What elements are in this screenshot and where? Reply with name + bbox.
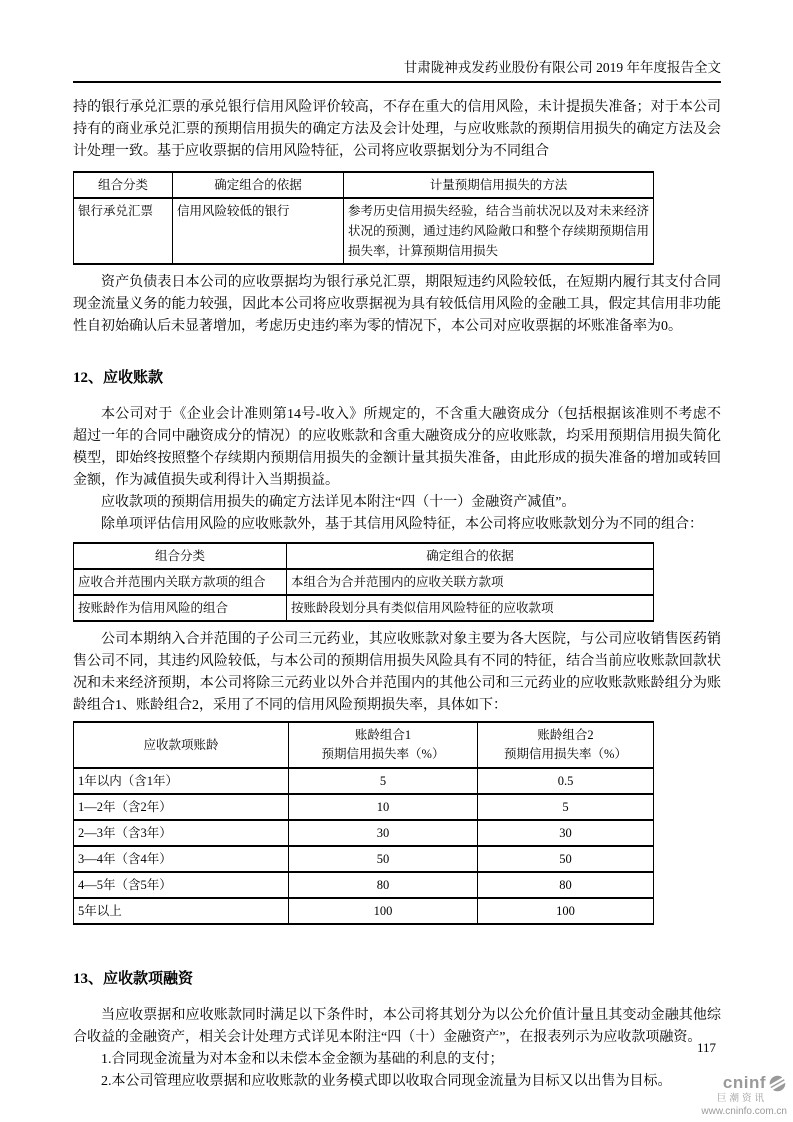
table-row (74, 768, 654, 794)
group1-title: 账龄组合1 (354, 728, 412, 742)
cell-aging-band: 4—5年（含5年） (74, 872, 289, 898)
table-header-row (74, 543, 654, 569)
group1-subtitle: 预期信用损失率（%） (321, 747, 445, 761)
cninfo-logo-row (677, 1074, 787, 1093)
cell-rate-group1: 30 (289, 820, 478, 846)
table-row (74, 898, 654, 924)
section-12-paragraph-1: 本公司对于《企业会计准则第14号-收入》所规定的，不含重大融资成分（包括根据该准则不考虑不超过一年的合同中融资成分的情况）的应收账款和含重大融资成分的应收账款，均采用预期信用损失简化模型，即始终按照整个存续期内预期信用损失的金额计量其损失准备，由此形成的损失准备的增加或转回金额，作为减值损失或利得计入当期损益。 (73, 407, 721, 488)
table-row (74, 846, 654, 872)
cell-rate-group2: 50 (478, 846, 654, 872)
column-header: 组合分类 (74, 543, 287, 569)
cninfo-swirl-icon (768, 1074, 787, 1093)
cell-aging-band: 3—4年（含4年） (74, 846, 289, 872)
group2-title: 账龄组合2 (537, 728, 594, 742)
column-header: 组合分类 (74, 172, 173, 198)
table-row (74, 569, 654, 595)
notes-receivable-summary-paragraph: 资产负债表日本公司的应收票据均为银行承兑汇票，期限短违约风险较低，在短期内履行其支付合同现金流量义务的能力较强，因此本公司将应收票据视为具有较低信用风险的金融工具，假定其信用非功能性自初始确认后未显著增加，考虑历史违约率为零的情况下，本公司对应收票据的坏账准备率为0。 (73, 275, 721, 334)
cell-ecl-method: 参考历史信用损失经验，结合当前状况以及对未来经济状况的预测，通过违约风险敞口和整个存续期预期信用损失率，计算预期信用损失 (344, 198, 654, 264)
column-header: 确定组合的依据 (173, 172, 344, 198)
section-13-condition-2: 2.本公司管理应收票据和应收账款的业务模式即以收取合同现金流量为目标又以出售为目标。 (101, 1074, 672, 1089)
cninfo-logo-url: www.cninfo.com.cn (701, 1106, 787, 1118)
section-13-condition-1: 1.合同现金流量为对本金和以未偿本金金额为基础的利息的支付； (101, 1052, 504, 1067)
page-header (73, 0, 721, 83)
cell-portfolio-basis: 信用风险较低的银行 (173, 198, 344, 264)
cell-portfolio-basis: 按账龄段划分具有类似信用风险特征的应收款项 (287, 595, 654, 621)
cninfo-logo-text: cninf (722, 1073, 766, 1093)
table-row (74, 198, 654, 264)
aging-ecl-rate-table (73, 721, 654, 925)
cell-rate-group2: 100 (478, 898, 654, 924)
column-header-group1 (289, 722, 478, 768)
cell-aging-band: 5年以上 (74, 898, 289, 924)
notes-receivable-intro-paragraph: 持的银行承兑汇票的承兑银行信用风险评价较高，不存在重大的信用风险，未计提损失准备；对于本公司持有的商业承兑汇票的预期信用损失的确定方法及会计处理，与应收账款的预期信用损失的确定方法及会计处理一致。基于应收票据的信用风险特征，公司将应收票据划分为不同组合 (73, 100, 721, 159)
table-row (74, 872, 654, 898)
cell-portfolio-class: 银行承兑汇票 (74, 198, 173, 264)
notes-receivable-portfolio-table (73, 171, 654, 265)
cell-rate-group1: 50 (289, 846, 478, 872)
table-header-row (74, 172, 654, 198)
cell-portfolio-basis: 本组合为合并范围内的应收关联方款项 (287, 569, 654, 595)
section-12-paragraph-3: 除单项评估信用风险的应收账款外，基于其信用风险特征，本公司将应收账款划分为不同的组合： (101, 517, 703, 532)
report-title: 甘肃陇神戎发药业股份有限公司 2019 年年度报告全文 (403, 60, 721, 75)
page-number: 117 (696, 1040, 716, 1055)
section-12-heading: 12、应收账款 (73, 370, 164, 386)
table-row (74, 595, 654, 621)
column-header-aging: 应收款项账龄 (74, 722, 289, 768)
cell-rate-group2: 0.5 (478, 768, 654, 794)
table-header-row (74, 722, 654, 768)
cell-aging-band: 2—3年（含3年） (74, 820, 289, 846)
cninfo-logo (677, 1074, 787, 1117)
cell-rate-group1: 80 (289, 872, 478, 898)
table-row (74, 820, 654, 846)
table-row (74, 794, 654, 820)
receivables-portfolio-table (73, 542, 654, 622)
cell-rate-group1: 100 (289, 898, 478, 924)
cell-portfolio-class: 应收合并范围内关联方款项的组合 (74, 569, 287, 595)
cell-rate-group2: 30 (478, 820, 654, 846)
cell-portfolio-class: 按账龄作为信用风险的组合 (74, 595, 287, 621)
column-header: 计量预期信用损失的方法 (344, 172, 654, 198)
cell-rate-group1: 5 (289, 768, 478, 794)
column-header: 确定组合的依据 (287, 543, 654, 569)
section-13-heading: 13、应收款项融资 (73, 971, 194, 987)
cell-rate-group2: 5 (478, 794, 654, 820)
cell-rate-group1: 10 (289, 794, 478, 820)
group2-subtitle: 预期信用损失率（%） (504, 747, 627, 761)
section-12-paragraph-4: 公司本期纳入合并范围的子公司三元药业，其应收账款对象主要为各大医院，与公司应收销售医药销售公司不同，其违约风险较低，与本公司的预期信用损失风险具有不同的特征，结合当前应收账款回款状况和未来经济预期，本公司将除三元药业以外合并范围内的其他公司和三元药业的应收账款账龄组分为账龄组合1、账龄组合2，采用了不同的信用风险预期损失率，具体如下： (73, 632, 721, 713)
cell-rate-group2: 80 (478, 872, 654, 898)
section-13-paragraph-1: 当应收票据和应收账款同时满足以下条件时，本公司将其划分为以公允价值计量且其变动金融其他综合收益的金融资产，相关会计处理方式详见本附注“四（十）金融资产”，在报表列示为应收款项融资。 (73, 1008, 721, 1045)
section-12-paragraph-2: 应收款项的预期信用损失的确定方法详见本附注“四（十一）金融资产减值”。 (101, 495, 576, 510)
cell-aging-band: 1—2年（含2年） (74, 794, 289, 820)
cninfo-logo-caption: 巨潮资讯 (716, 1093, 767, 1104)
column-header-group2 (478, 722, 654, 768)
cell-aging-band: 1年以内（含1年） (74, 768, 289, 794)
